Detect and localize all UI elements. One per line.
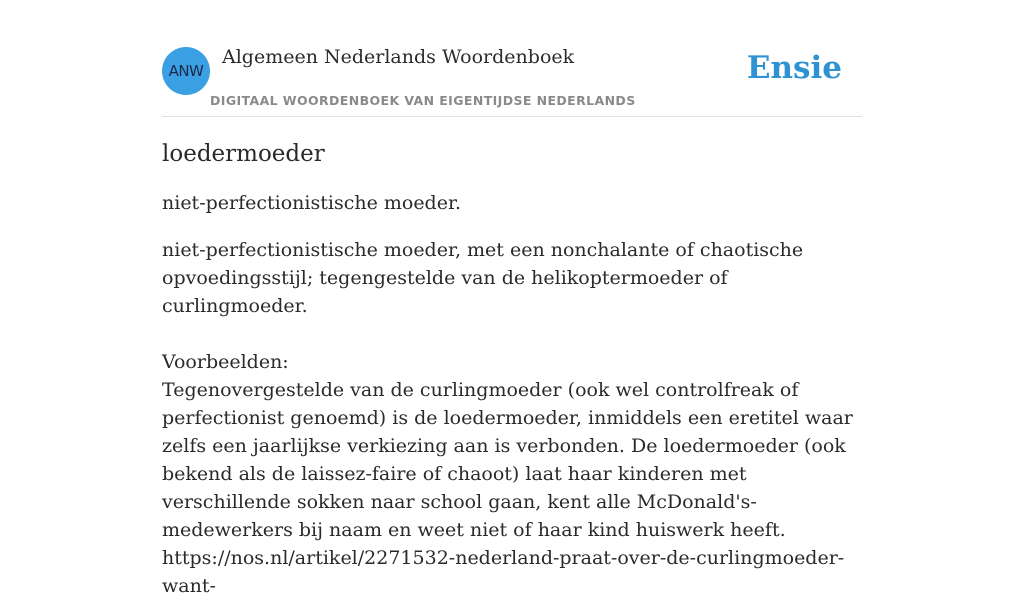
site-subtitle: DIGITAAL WOORDENBOEK VAN EIGENTIJDSE NEDERLANDS — [210, 93, 636, 108]
anw-logo[interactable]: ANW — [162, 47, 210, 95]
site-header — [162, 40, 862, 117]
long-definition: niet-perfectionistische moeder, met een nonchalante of chaotische opvoedingsstijl; tegengestelde van de helikoptermoeder of curlingmoeder. — [162, 239, 804, 317]
entry-word: loedermoeder — [162, 141, 325, 167]
examples-label: Voorbeelden: — [162, 351, 289, 373]
entry-content — [162, 136, 862, 600]
example-text: Tegenovergestelde van de curlingmoeder (ook wel controlfreak of perfectionist genoemd) is de loedermoeder, inmiddels een eretitel waar zelfs een jaarlijkse verkiezing aan is verbonden. De loedermoeder (ook bekend als de laissez-faire of chaoot) laat haar kinderen met verschillende sokken naar school gaan, kent alle McDonald's-medewerkers bij naam en weet niet of haar kind huiswerk heeft. https://nos.nl/artikel/2271532-nederland-praat-over-de-curlingmoeder-want- — [162, 379, 853, 597]
ensie-brand-logo[interactable]: Ensie — [746, 50, 842, 86]
short-definition: niet-perfectionistische moeder. — [162, 192, 461, 214]
site-title[interactable]: Algemeen Nederlands Woordenboek — [222, 46, 575, 68]
